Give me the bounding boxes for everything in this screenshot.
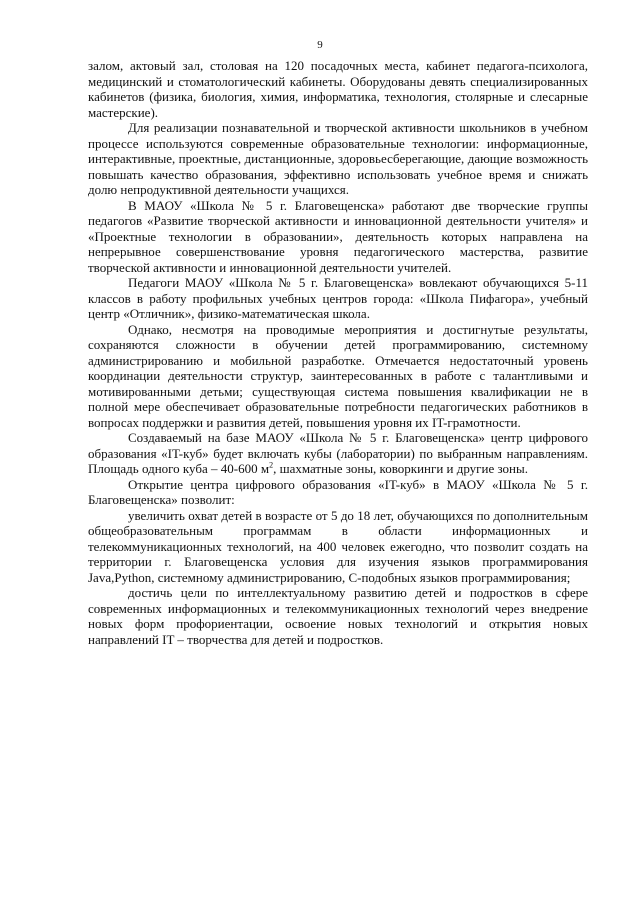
paragraph-facilities: залом, актовый зал, столовая на 120 посадочных места, кабинет педагога-психолога, медицинский и стоматологический кабинеты. Оборудованы девять специализированных кабинетов (физика, биология, химия, информатика, технология, столярные и слесарные мастерские). [88,58,588,120]
paragraph-profile-centers: Педагоги МАОУ «Школа № 5 г. Благовещенска» вовлекают обучающихся 5-11 классов в работу профильных учебных центров города: «Школа Пифагора», учебный центр «Отличник», физико-математическая школа. [88,275,588,321]
paragraph-it-cube [88,430,588,477]
paragraph-difficulties: Однако, несмотря на проводимые мероприятия и достигнутые результаты, сохраняются сложности в обучении детей программированию, системному администрированию и мобильной разработке. Отмечается недостаточный уровень координации деятельности структур, заинтересованных в работе с талантливыми и мотивированными детьми; существующая система повышения квалификации не в полной мере обеспечивает образовательные потребности педагогических работников в вопросах поддержки и развития детей, повышения уровня их IT-грамотности. [88,321,588,430]
paragraph-technologies: Для реализации познавательной и творческой активности школьников в учебном процессе используются современные образовательные технологии: информационные, интерактивные, проектные, дистанционные, здоровьесберегающие, дающие возможность повышать качество образования, эффективно использовать учебное время и снижать долю непродуктивной деятельности учащихся. [88,120,588,197]
document-body [88,58,588,647]
paragraph-goal-coverage: увеличить охват детей в возрасте от 5 до 18 лет, обучающихся по дополнительным общеобразовательным программам в области информационных и телекоммуникационных технологий, на 400 человек ежегодно, что позволит создать на территории г. Благовещенска условия для изучения языков программирования Java,Python, системному администрированию, С-подобных языков программирования; [88,507,588,585]
it-cube-tail: , шахматные зоны, коворкинги и другие зоны. [273,461,528,476]
page-number: 9 [317,39,323,51]
it-cube-text: Создаваемый на базе МАОУ «Школа № 5 г. Благовещенска» центр цифрового образования «IT-куб» будет включать кубы (лаборатории) по выбранным направлениям. Площадь одного куба – 40-600 м [88,430,588,476]
paragraph-goal-development: достичь цели по интеллектуальному развитию детей и подростков в сфере современных информационных и телекоммуникационных технологий через внедрение новых форм профориентации, освоение новых технологий и открытия новых направлений IT – творчества для детей и подростков. [88,585,588,647]
paragraph-creative-groups: В МАОУ «Школа № 5 г. Благовещенска» работают две творческие группы педагогов «Развитие творческой активности и инновационной деятельности учителя» и «Проектные технологии в образовании», деятельность которых направлена на непрерывное совершенствование уровня педагогического мастерства, развитие творческой активности и инновационной деятельности учителей. [88,197,588,275]
paragraph-opening: Открытие центра цифрового образования «IT-куб» в МАОУ «Школа № 5 г. Благовещенска» позволит: [88,476,588,507]
area-superscript: 2 [269,460,274,470]
